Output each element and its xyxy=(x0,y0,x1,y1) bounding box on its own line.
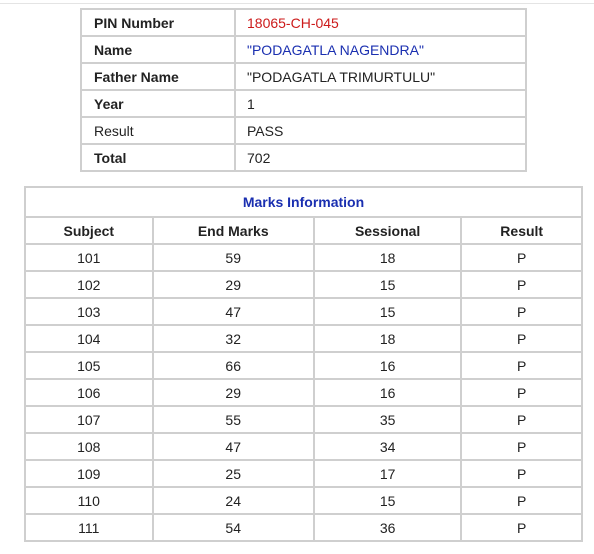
table-row xyxy=(25,352,582,379)
info-row-total xyxy=(81,144,526,171)
cell-end-marks: 32 xyxy=(153,325,314,352)
cell-sessional: 34 xyxy=(314,433,462,460)
cell-result: P xyxy=(461,379,582,406)
cell-result: P xyxy=(461,514,582,541)
name-label: Name xyxy=(81,36,235,63)
cell-sessional: 17 xyxy=(314,460,462,487)
cell-result: P xyxy=(461,325,582,352)
cell-sessional: 36 xyxy=(314,514,462,541)
marks-header-row xyxy=(25,217,582,244)
cell-end-marks: 25 xyxy=(153,460,314,487)
cell-end-marks: 47 xyxy=(153,433,314,460)
cell-subject: 110 xyxy=(25,487,153,514)
cell-result: P xyxy=(461,487,582,514)
cell-sessional: 15 xyxy=(314,271,462,298)
cell-sessional: 15 xyxy=(314,298,462,325)
info-row-result xyxy=(81,117,526,144)
top-divider xyxy=(0,3,594,4)
info-row-name xyxy=(81,36,526,63)
cell-subject: 108 xyxy=(25,433,153,460)
cell-end-marks: 29 xyxy=(153,379,314,406)
father-name-value: "PODAGATLA TRIMURTULU" xyxy=(235,63,526,90)
table-row xyxy=(25,433,582,460)
cell-result: P xyxy=(461,433,582,460)
cell-subject: 107 xyxy=(25,406,153,433)
year-label: Year xyxy=(81,90,235,117)
header-subject: Subject xyxy=(25,217,153,244)
cell-end-marks: 55 xyxy=(153,406,314,433)
total-label: Total xyxy=(81,144,235,171)
cell-subject: 106 xyxy=(25,379,153,406)
table-row xyxy=(25,298,582,325)
table-row xyxy=(25,271,582,298)
cell-end-marks: 66 xyxy=(153,352,314,379)
cell-sessional: 35 xyxy=(314,406,462,433)
table-row xyxy=(25,487,582,514)
header-sessional: Sessional xyxy=(314,217,462,244)
table-row xyxy=(25,325,582,352)
cell-result: P xyxy=(461,271,582,298)
cell-end-marks: 24 xyxy=(153,487,314,514)
header-end-marks: End Marks xyxy=(153,217,314,244)
result-label: Result xyxy=(81,117,235,144)
info-row-year xyxy=(81,90,526,117)
cell-sessional: 15 xyxy=(314,487,462,514)
table-row xyxy=(25,406,582,433)
header-result: Result xyxy=(461,217,582,244)
student-info-table xyxy=(80,8,527,172)
cell-sessional: 16 xyxy=(314,379,462,406)
cell-result: P xyxy=(461,298,582,325)
cell-subject: 101 xyxy=(25,244,153,271)
cell-result: P xyxy=(461,352,582,379)
cell-sessional: 16 xyxy=(314,352,462,379)
table-row xyxy=(25,379,582,406)
father-name-label: Father Name xyxy=(81,63,235,90)
marks-title-row xyxy=(25,187,582,217)
marks-table xyxy=(24,186,583,542)
marks-table-title: Marks Information xyxy=(25,187,582,217)
cell-subject: 111 xyxy=(25,514,153,541)
cell-sessional: 18 xyxy=(314,325,462,352)
cell-subject: 103 xyxy=(25,298,153,325)
result-value: PASS xyxy=(235,117,526,144)
cell-result: P xyxy=(461,244,582,271)
cell-subject: 102 xyxy=(25,271,153,298)
cell-end-marks: 59 xyxy=(153,244,314,271)
table-row xyxy=(25,244,582,271)
info-row-pin xyxy=(81,9,526,36)
cell-subject: 105 xyxy=(25,352,153,379)
total-value: 702 xyxy=(235,144,526,171)
table-row xyxy=(25,460,582,487)
info-row-father xyxy=(81,63,526,90)
cell-end-marks: 54 xyxy=(153,514,314,541)
cell-sessional: 18 xyxy=(314,244,462,271)
pin-value: 18065-CH-045 xyxy=(235,9,526,36)
cell-result: P xyxy=(461,460,582,487)
name-value: "PODAGATLA NAGENDRA" xyxy=(235,36,526,63)
cell-end-marks: 29 xyxy=(153,271,314,298)
cell-subject: 109 xyxy=(25,460,153,487)
cell-end-marks: 47 xyxy=(153,298,314,325)
cell-result: P xyxy=(461,406,582,433)
table-row xyxy=(25,514,582,541)
year-value: 1 xyxy=(235,90,526,117)
cell-subject: 104 xyxy=(25,325,153,352)
pin-label: PIN Number xyxy=(81,9,235,36)
